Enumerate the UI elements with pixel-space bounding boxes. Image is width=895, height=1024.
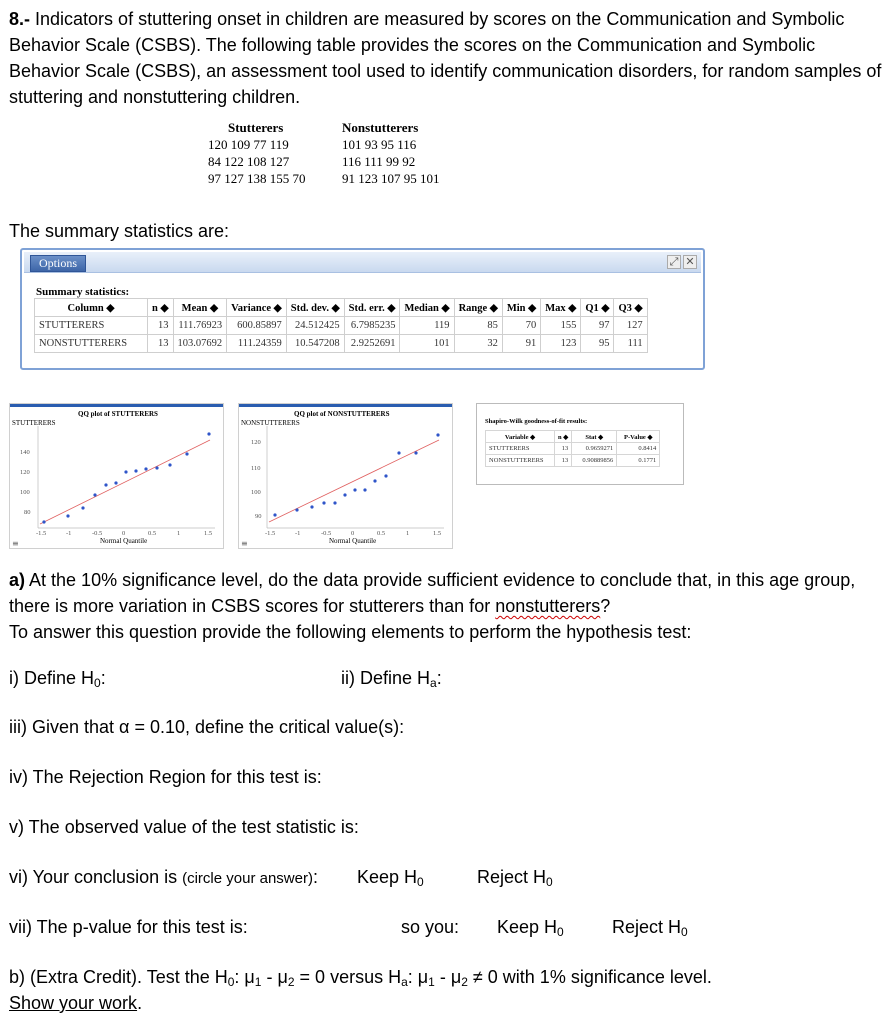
reject-label: Reject H	[477, 867, 547, 887]
x-tick: 1.5	[433, 530, 442, 537]
problem-text: Indicators of stuttering onset in children are measured by scores on the Communication and Symbolic Behavior Scale (CSBS). The following table provides the scores on the Communication and Symbolic Behavior Scale (CSBS), an assessment tool used to identify communication disorders, for random samples of stuttering and nonstuttering children.	[9, 9, 882, 107]
q-ii-text: ii) Define H	[341, 668, 431, 688]
x-tick: 0	[351, 530, 355, 537]
table-cell: 2.9252691	[344, 335, 400, 353]
y-tick: 90	[255, 513, 262, 520]
q-ii-sub: a	[430, 676, 437, 690]
table-cell: 111.76923	[173, 317, 227, 335]
table-cell: STUTTERERS	[486, 443, 555, 455]
table-cell: 127	[614, 317, 647, 335]
data-point	[66, 514, 69, 517]
y-tick: 100	[251, 489, 261, 496]
data-point	[185, 452, 188, 455]
col-header[interactable]: Q1 ◆	[581, 299, 614, 317]
data-point	[144, 467, 147, 470]
nonstutterers-row: 116 111 99 92	[342, 154, 416, 169]
keep-label: Keep H	[497, 917, 558, 937]
q-i: i) Define $H_0$:	[9, 668, 106, 690]
data-point	[384, 474, 387, 477]
shapiro-table	[485, 430, 660, 467]
question-b: b) (Extra Credit). Test the $H_0$: $\mu_1 - \mu_2 = 0$ versus $H_a$: $\mu_1 - \mu_2 \ne 0$ with 1% significance level. Show your work.	[9, 967, 712, 1013]
col-header[interactable]: Mean ◆	[173, 299, 227, 317]
table-cell: NONSTUTTERERS	[35, 335, 148, 353]
data-point	[436, 433, 439, 436]
x-tick: -1	[66, 530, 72, 537]
plot-title: QQ plot of NONSTUTTERERS	[294, 410, 390, 418]
reject-sub: 0	[546, 875, 553, 889]
data-point	[310, 505, 313, 508]
shapiro-header-row	[486, 431, 660, 443]
reject-sub: 0	[681, 925, 688, 939]
y-tick: 120	[20, 469, 30, 476]
col-header[interactable]: Variable ◆	[486, 431, 555, 443]
q-v: v) The observed value of the test statistic is:	[9, 817, 359, 837]
stutterers-column	[208, 119, 306, 187]
table-cell: 0.8414	[617, 443, 660, 455]
close-icon[interactable]: ✕	[683, 255, 697, 269]
y-tick: 100	[20, 489, 30, 496]
y-tick: 120	[251, 439, 261, 446]
q-vii-keep[interactable]	[497, 914, 564, 940]
table-cell: 111.24359	[227, 335, 287, 353]
points	[273, 433, 439, 516]
instruction-text: To answer this question provide the following elements to perform the hypothesis test:	[9, 622, 692, 642]
table-cell: 123	[541, 335, 581, 353]
plot-xlabel: Normal Quantile	[329, 537, 377, 545]
table-cell: NONSTUTTERERS	[486, 455, 555, 467]
q-vii: vii) The p-value for this test is:	[9, 917, 248, 937]
data-point	[373, 479, 376, 482]
x-tick: 1	[177, 530, 181, 537]
table-cell: STUTTERERS	[35, 317, 148, 335]
data-point	[168, 463, 171, 466]
col-header[interactable]: Stat ◆	[572, 431, 617, 443]
plot-top-bar	[10, 404, 223, 407]
x-tick: 1	[406, 530, 410, 537]
q-iv: iv) The Rejection Region for this test is:	[9, 767, 322, 787]
x-tick: 0.5	[377, 530, 386, 537]
keep-sub: 0	[417, 875, 424, 889]
col-header[interactable]: Q3 ◆	[614, 299, 647, 317]
menu-icon[interactable]: ≡	[241, 539, 248, 548]
plot-xlabel: Normal Quantile	[100, 537, 148, 545]
reference-line	[269, 440, 439, 522]
menu-icon[interactable]: ≡	[12, 539, 19, 548]
summary-header-row	[35, 299, 648, 317]
qq-plot-nonstutterers-svg	[239, 404, 452, 548]
window-controls	[665, 255, 697, 269]
plot-ylabel: STUTTERERS	[12, 419, 56, 427]
b-h0: : μ	[234, 967, 255, 987]
table-cell: 13	[148, 335, 174, 353]
table-cell: 119	[400, 317, 454, 335]
col-header[interactable]: Variance ◆	[227, 299, 287, 317]
table-cell: 97	[581, 317, 614, 335]
q-ii: ii) Define $H_a$:	[341, 668, 442, 690]
data-point	[124, 470, 127, 473]
x-tick: 0.5	[148, 530, 157, 537]
table-cell: 0.1771	[617, 455, 660, 467]
q-vi-reject[interactable]	[477, 864, 553, 890]
table-cell: 13	[555, 443, 572, 455]
data-point	[353, 488, 356, 491]
stutterers-header: Stutterers	[228, 120, 284, 135]
col-header[interactable]: Median ◆	[400, 299, 454, 317]
reject-label: Reject H	[612, 917, 682, 937]
table-cell: 32	[454, 335, 502, 353]
x-tick: -1.5	[265, 530, 276, 537]
keep-sub: 0	[557, 925, 564, 939]
plot-top-bar	[239, 404, 452, 407]
table-cell: 101	[400, 335, 454, 353]
question-a-word: nonstutterers	[495, 596, 601, 616]
question-a-label: a)	[9, 570, 26, 590]
table-cell: 155	[541, 317, 581, 335]
data-point	[363, 488, 366, 491]
nonstutterers-column	[342, 119, 440, 187]
data-point	[397, 451, 400, 454]
y-tick: 80	[24, 509, 31, 516]
x-tick: -0.5	[92, 530, 103, 537]
qq-plot-nonstutterers	[238, 403, 453, 549]
question-a-end: ?	[600, 596, 611, 616]
shapiro-title: Shapiro-Wilk goodness-of-fit results:	[485, 418, 588, 425]
x-tick: -0.5	[321, 530, 332, 537]
col-header[interactable]: Range ◆	[454, 299, 502, 317]
y-tick: 140	[20, 449, 30, 456]
data-point	[295, 508, 298, 511]
table-cell: 0.90889856	[572, 455, 617, 467]
x-tick: 1.5	[204, 530, 213, 537]
question-a-text: At the 10% significance level, do the data provide sufficient evidence to conclude that, in this age group, there is more variation in CSBS scores for stutterers than for	[9, 570, 856, 616]
question-a	[9, 567, 889, 645]
q-iii: iii) Given that α = 0.10, define the critical value(s):	[9, 717, 405, 737]
plot-title: QQ plot of STUTTERERS	[78, 410, 158, 418]
data-point	[273, 513, 276, 516]
q-vi-small: (circle your answer)	[182, 870, 313, 887]
stutterers-row: 84 122 108 127	[208, 154, 290, 169]
q-vi-text: vi) Your conclusion is	[9, 867, 183, 887]
stutterers-row: 120 109 77 119	[208, 137, 289, 152]
data-point	[207, 432, 210, 435]
data-point	[104, 483, 107, 486]
col-header[interactable]: Std. err. ◆	[344, 299, 400, 317]
q-i-sub: 0	[94, 676, 101, 690]
b-text: b) (Extra Credit). Test the H	[9, 967, 228, 987]
data-point	[42, 520, 45, 523]
data-point	[343, 493, 346, 496]
q-vi-keep[interactable]	[357, 864, 424, 890]
table-cell: 24.512425	[286, 317, 344, 335]
b-end: ≠ 0 with 1% significance level.	[467, 967, 712, 987]
x-tick: -1.5	[36, 530, 47, 537]
data-point	[81, 506, 84, 509]
q-i-text: i) Define H	[9, 668, 95, 688]
show-work: Show your work	[9, 993, 138, 1013]
table-row	[35, 317, 648, 335]
q-vii-reject[interactable]	[612, 914, 688, 940]
table-cell: 10.547208	[286, 335, 344, 353]
options-button[interactable]: Options	[30, 255, 86, 272]
table-row	[35, 335, 648, 353]
data-point	[134, 469, 137, 472]
table-cell: 111	[614, 335, 647, 353]
table-cell: 600.85897	[227, 317, 287, 335]
data-point	[155, 466, 158, 469]
summary-label: The summary statistics are:	[9, 221, 230, 241]
summary-title: Summary statistics:	[36, 286, 130, 298]
data-point	[93, 493, 96, 496]
keep-label: Keep H	[357, 867, 418, 887]
x-tick: 0	[122, 530, 126, 537]
nonstutterers-header: Nonstutterers	[342, 120, 419, 135]
panel-toolbar	[24, 252, 701, 273]
stutterers-row: 97 127 138 155 70	[208, 171, 306, 186]
q-vi: vi) Your conclusion is (circle your answer):	[9, 867, 318, 887]
table-cell: 13	[148, 317, 174, 335]
b-ha: : μ	[407, 967, 429, 987]
col-header[interactable]: n ◆	[555, 431, 572, 443]
problem-number: 8.-	[9, 9, 31, 29]
col-header[interactable]: Std. dev. ◆	[286, 299, 344, 317]
table-cell: 103.07692	[173, 335, 227, 353]
col-header[interactable]: Max ◆	[541, 299, 581, 317]
qq-plot-stutterers-svg	[10, 404, 223, 548]
table-cell: 6.7985235	[344, 317, 400, 335]
table-cell: 0.9659271	[572, 443, 617, 455]
table-cell: 13	[555, 455, 572, 467]
b-mid: = 0 versus H	[294, 967, 402, 987]
col-header[interactable]: Column ◆	[35, 299, 148, 317]
x-tick: -1	[295, 530, 301, 537]
table-cell: 91	[502, 335, 540, 353]
table-row	[486, 443, 660, 455]
nonstutterers-row: 101 93 95 116	[342, 137, 417, 152]
col-header[interactable]: Min ◆	[502, 299, 540, 317]
problem-intro	[9, 6, 889, 110]
table-row	[486, 455, 660, 467]
qq-plot-stutterers	[9, 403, 224, 549]
summary-table	[34, 298, 648, 353]
expand-icon[interactable]: ⤢	[667, 255, 681, 269]
data-point	[333, 501, 336, 504]
shapiro-wilk-panel	[476, 403, 684, 485]
data-point	[414, 451, 417, 454]
summary-stats-panel	[20, 248, 705, 370]
reference-line	[40, 440, 210, 524]
y-tick: 110	[251, 465, 261, 472]
table-cell: 85	[454, 317, 502, 335]
table-cell: 95	[581, 335, 614, 353]
table-cell: 70	[502, 317, 540, 335]
col-header[interactable]: n ◆	[148, 299, 174, 317]
col-header[interactable]: P-Value ◆	[617, 431, 660, 443]
plot-ylabel: NONSTUTTERERS	[241, 419, 300, 427]
nonstutterers-row: 91 123 107 95 101	[342, 171, 440, 186]
data-point	[322, 501, 325, 504]
data-point	[114, 481, 117, 484]
so-you: so you:	[401, 917, 460, 937]
